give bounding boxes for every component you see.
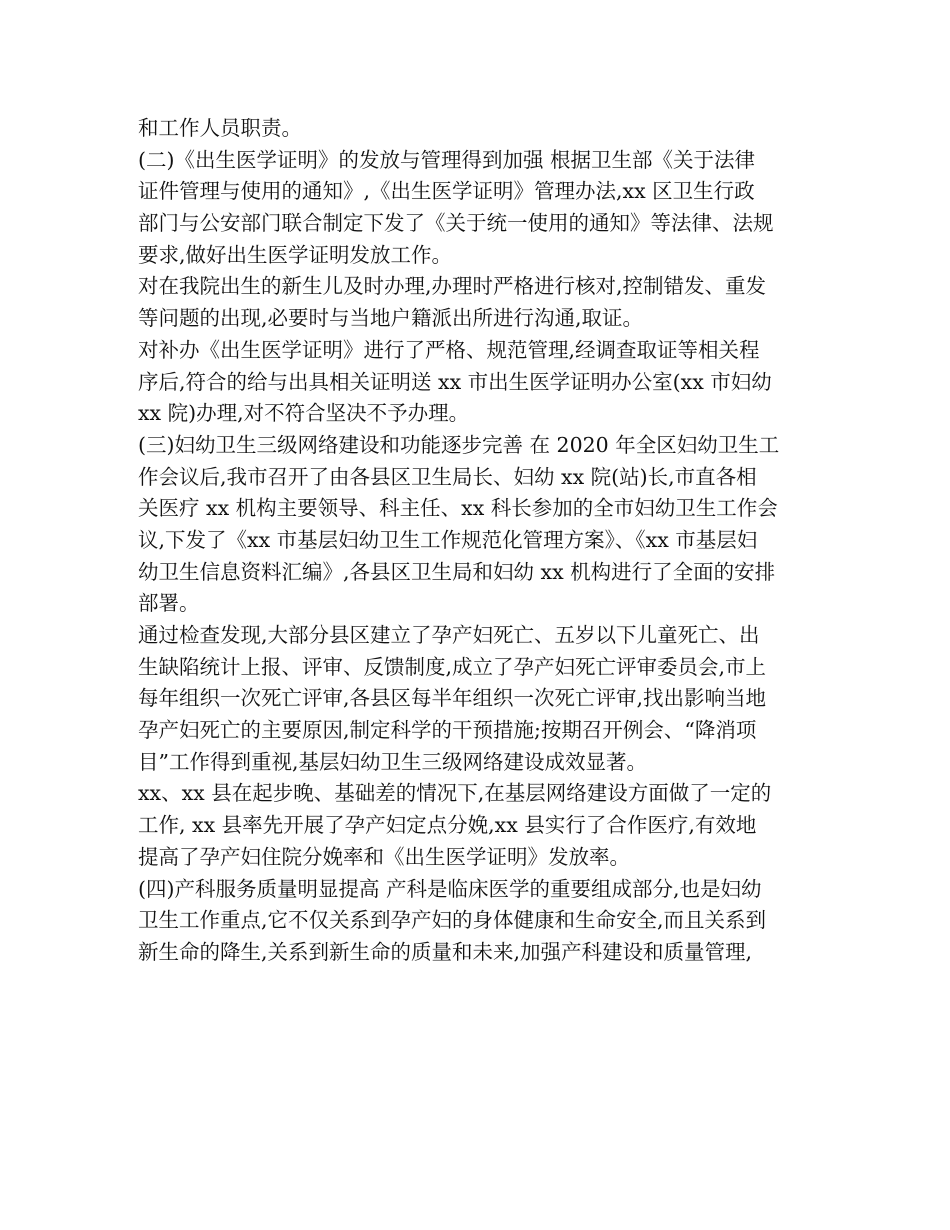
text-line: 议,下发了《xx 市基层妇幼卫生工作规范化管理方案》、《xx 市基层妇 — [138, 527, 758, 552]
text-line: 提高了孕产妇住院分娩率和《出生医学证明》发放率。 — [138, 844, 630, 869]
text-line: 对在我院出生的新生儿及时办理,办理时严格进行核对,控制错发、重发 — [138, 274, 767, 299]
text-line: 生缺陷统计上报、评审、反馈制度,成立了孕产妇死亡评审委员会,市上 — [138, 654, 767, 679]
text-line: 部门与公安部门联合制定下发了《关于统一使用的通知》等法律、法规 — [138, 211, 774, 236]
text-line: 目”工作得到重视,基层妇幼卫生三级网络建设成效显著。 — [138, 749, 647, 774]
text-line: 要求,做好出生医学证明发放工作。 — [138, 242, 453, 267]
text-line: 对补办《出生医学证明》进行了严格、规范管理,经调查取证等相关程 — [138, 337, 760, 362]
text-line: 关医疗 xx 机构主要领导、科主任、xx 科长参加的全市妇幼卫生工作会 — [138, 496, 778, 521]
text-line: 部署。 — [138, 591, 200, 616]
text-line: (二)《出生医学证明》的发放与管理得到加强 根据卫生部《关于法律 — [138, 147, 756, 172]
text-line: 通过检查发现,大部分县区建立了孕产妇死亡、五岁以下儿童死亡、出 — [138, 623, 760, 647]
body-text — [138, 113, 818, 969]
text-line: 新生命的降生,关系到新生命的质量和未来,加强产科建设和质量管理, — [138, 939, 753, 964]
text-line: xx、xx 县在起步晚、基础差的情况下,在基层网络建设方面做了一定的 — [138, 781, 772, 806]
text-line: xx 院)办理,对不符合坚决不予办理。 — [138, 401, 470, 426]
text-line: 序后,符合的给与出具相关证明送 xx 市出生医学证明办公室(xx 市妇幼 — [138, 369, 772, 394]
text-line: 证件管理与使用的通知》,《出生医学证明》管理办法,xx 区卫生行政 — [138, 179, 755, 204]
text-line: 等问题的出现,必要时与当地户籍派出所进行沟通,取证。 — [138, 306, 644, 331]
text-line: 和工作人员职责。 — [138, 116, 302, 140]
text-line: 工作, xx 县率先开展了孕产妇定点分娩,xx 县实行了合作医疗,有效地 — [138, 813, 757, 838]
text-line: 孕产妇死亡的主要原因,制定科学的干预措施;按期召开例会、“降消项 — [138, 718, 757, 743]
text-line: 作会议后,我市召开了由各县区卫生局长、妇幼 xx 院(站)长,市直各相 — [138, 464, 757, 489]
text-line: (三)妇幼卫生三级网络建设和功能逐步完善 在 2020 年全区妇幼卫生工 — [138, 432, 780, 457]
text-line: (四)产科服务质量明显提高 产科是临床医学的重要组成部分,也是妇幼 — [138, 876, 762, 901]
text-line: 卫生工作重点,它不仅关系到孕产妇的身体健康和生命安全,而且关系到 — [138, 908, 767, 933]
text-line: 每年组织一次死亡评审,各县区每半年组织一次死亡评审,找出影响当地 — [138, 686, 767, 711]
text-line: 幼卫生信息资料汇编》,各县区卫生局和妇幼 xx 机构进行了全面的安排 — [138, 559, 776, 584]
